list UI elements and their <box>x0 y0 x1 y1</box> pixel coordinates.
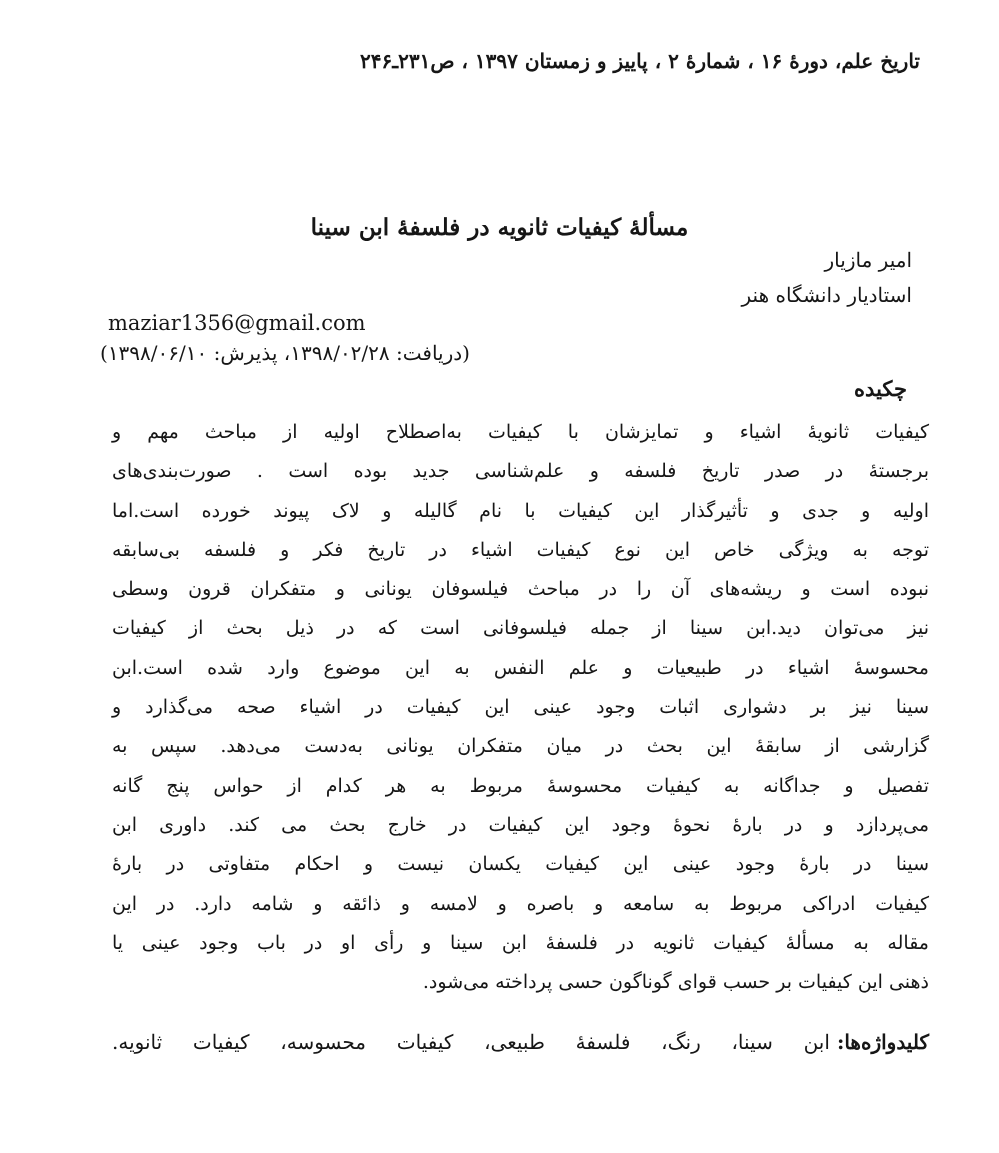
abstract-heading: چکیده <box>854 376 907 401</box>
abstract-line: ذهنی این کیفیات بر حسب قوای گوناگون حسی پرداخته می‌شود. <box>422 971 929 994</box>
author-block <box>742 243 913 313</box>
abstract-line: محسوسهٔ اشیاء در طبیعیات و علم النفس به این موضوع وارد شده است.ابن <box>112 656 929 679</box>
abstract-line: تفصیل و جداگانه به کیفیات محسوسهٔ مربوط به هر کدام از حواس پنج گانه <box>112 774 929 797</box>
abstract-text <box>112 413 929 1002</box>
abstract-line: گزارشی از سابقهٔ این بحث در میان متفکران یونانی به‌دست می‌دهد. سپس به <box>112 735 929 758</box>
keywords-text: ابن سینا، رنگ، فلسفهٔ طبیعی، کیفیات محسوسه، کیفیات ثانویه. <box>112 1030 830 1054</box>
author-email: maziar1356@gmail.com <box>108 311 366 335</box>
abstract-line: سینا در بارهٔ وجود عینی این کیفیات یکسان نیست و احکام متفاوتی در بارهٔ <box>112 853 929 876</box>
abstract-line: کیفیات ادراکی مربوط به سامعه و باصره و لامسه و ذائقه و شامه دارد. در این <box>112 892 929 915</box>
abstract-line: کیفیات ثانویهٔ اشیاء و تمایزشان با کیفیات به‌اصطلاح اولیه از مباحث مهم و <box>112 421 929 443</box>
abstract-line: نیز می‌توان دید.ابن سینا از جمله فیلسوفانی است که در ذیل بحث از کیفیات <box>112 617 929 640</box>
abstract-line: مقاله به مسألهٔ کیفیات ثانویه در فلسفهٔ ابن سینا و رأی او در باب وجود عینی یا <box>112 931 929 954</box>
submission-dates: (دریافت: ۱۳۹۸/۰۲/۲۸، پذیرش: ۱۳۹۸/۰۶/۱۰) <box>100 341 470 365</box>
abstract-line: سینا نیز بر دشواری اثبات وجود عینی این کیفیات در اشیاء صحه می‌گذارد و <box>112 696 929 719</box>
abstract-line: نبوده است و ریشه‌های آن را در مباحث فیلسوفان یونانی و متفکران قرون وسطی <box>112 578 929 601</box>
author-affiliation: استادیار دانشگاه هنر <box>741 283 912 307</box>
article-title: مسألهٔ کیفیات ثانویه در فلسفهٔ ابن سینا <box>310 214 689 242</box>
journal-header: تاریخ علم، دورهٔ ۱۶ ، شمارهٔ ۲ ، پاییز و زمستان ۱۳۹۷ ، ص۲۳۱ـ۲۴۶ <box>360 49 920 73</box>
abstract-line: اولیه و جدی و تأثیرگذار این کیفیات با نام گالیله و لاک پیوند خورده است.اما <box>112 499 929 522</box>
abstract-line: برجستهٔ در صدر تاریخ فلسفه و علم‌شناسی جدید بوده است . صورت‌بندی‌های <box>112 460 929 483</box>
abstract-line: می‌پردازد و در بارهٔ نحوهٔ وجود این کیفیات در خارج بحث می کند. داوری ابن <box>112 813 929 836</box>
author-name: امیر مازیار <box>824 248 912 272</box>
keywords-label: کلیدواژه‌ها: <box>836 1030 929 1054</box>
keywords-line <box>112 1024 929 1060</box>
abstract-line: توجه به ویژگی خاص این نوع کیفیات اشیاء در تاریخ فکر و فلسفه بی‌سابقه <box>112 538 929 561</box>
